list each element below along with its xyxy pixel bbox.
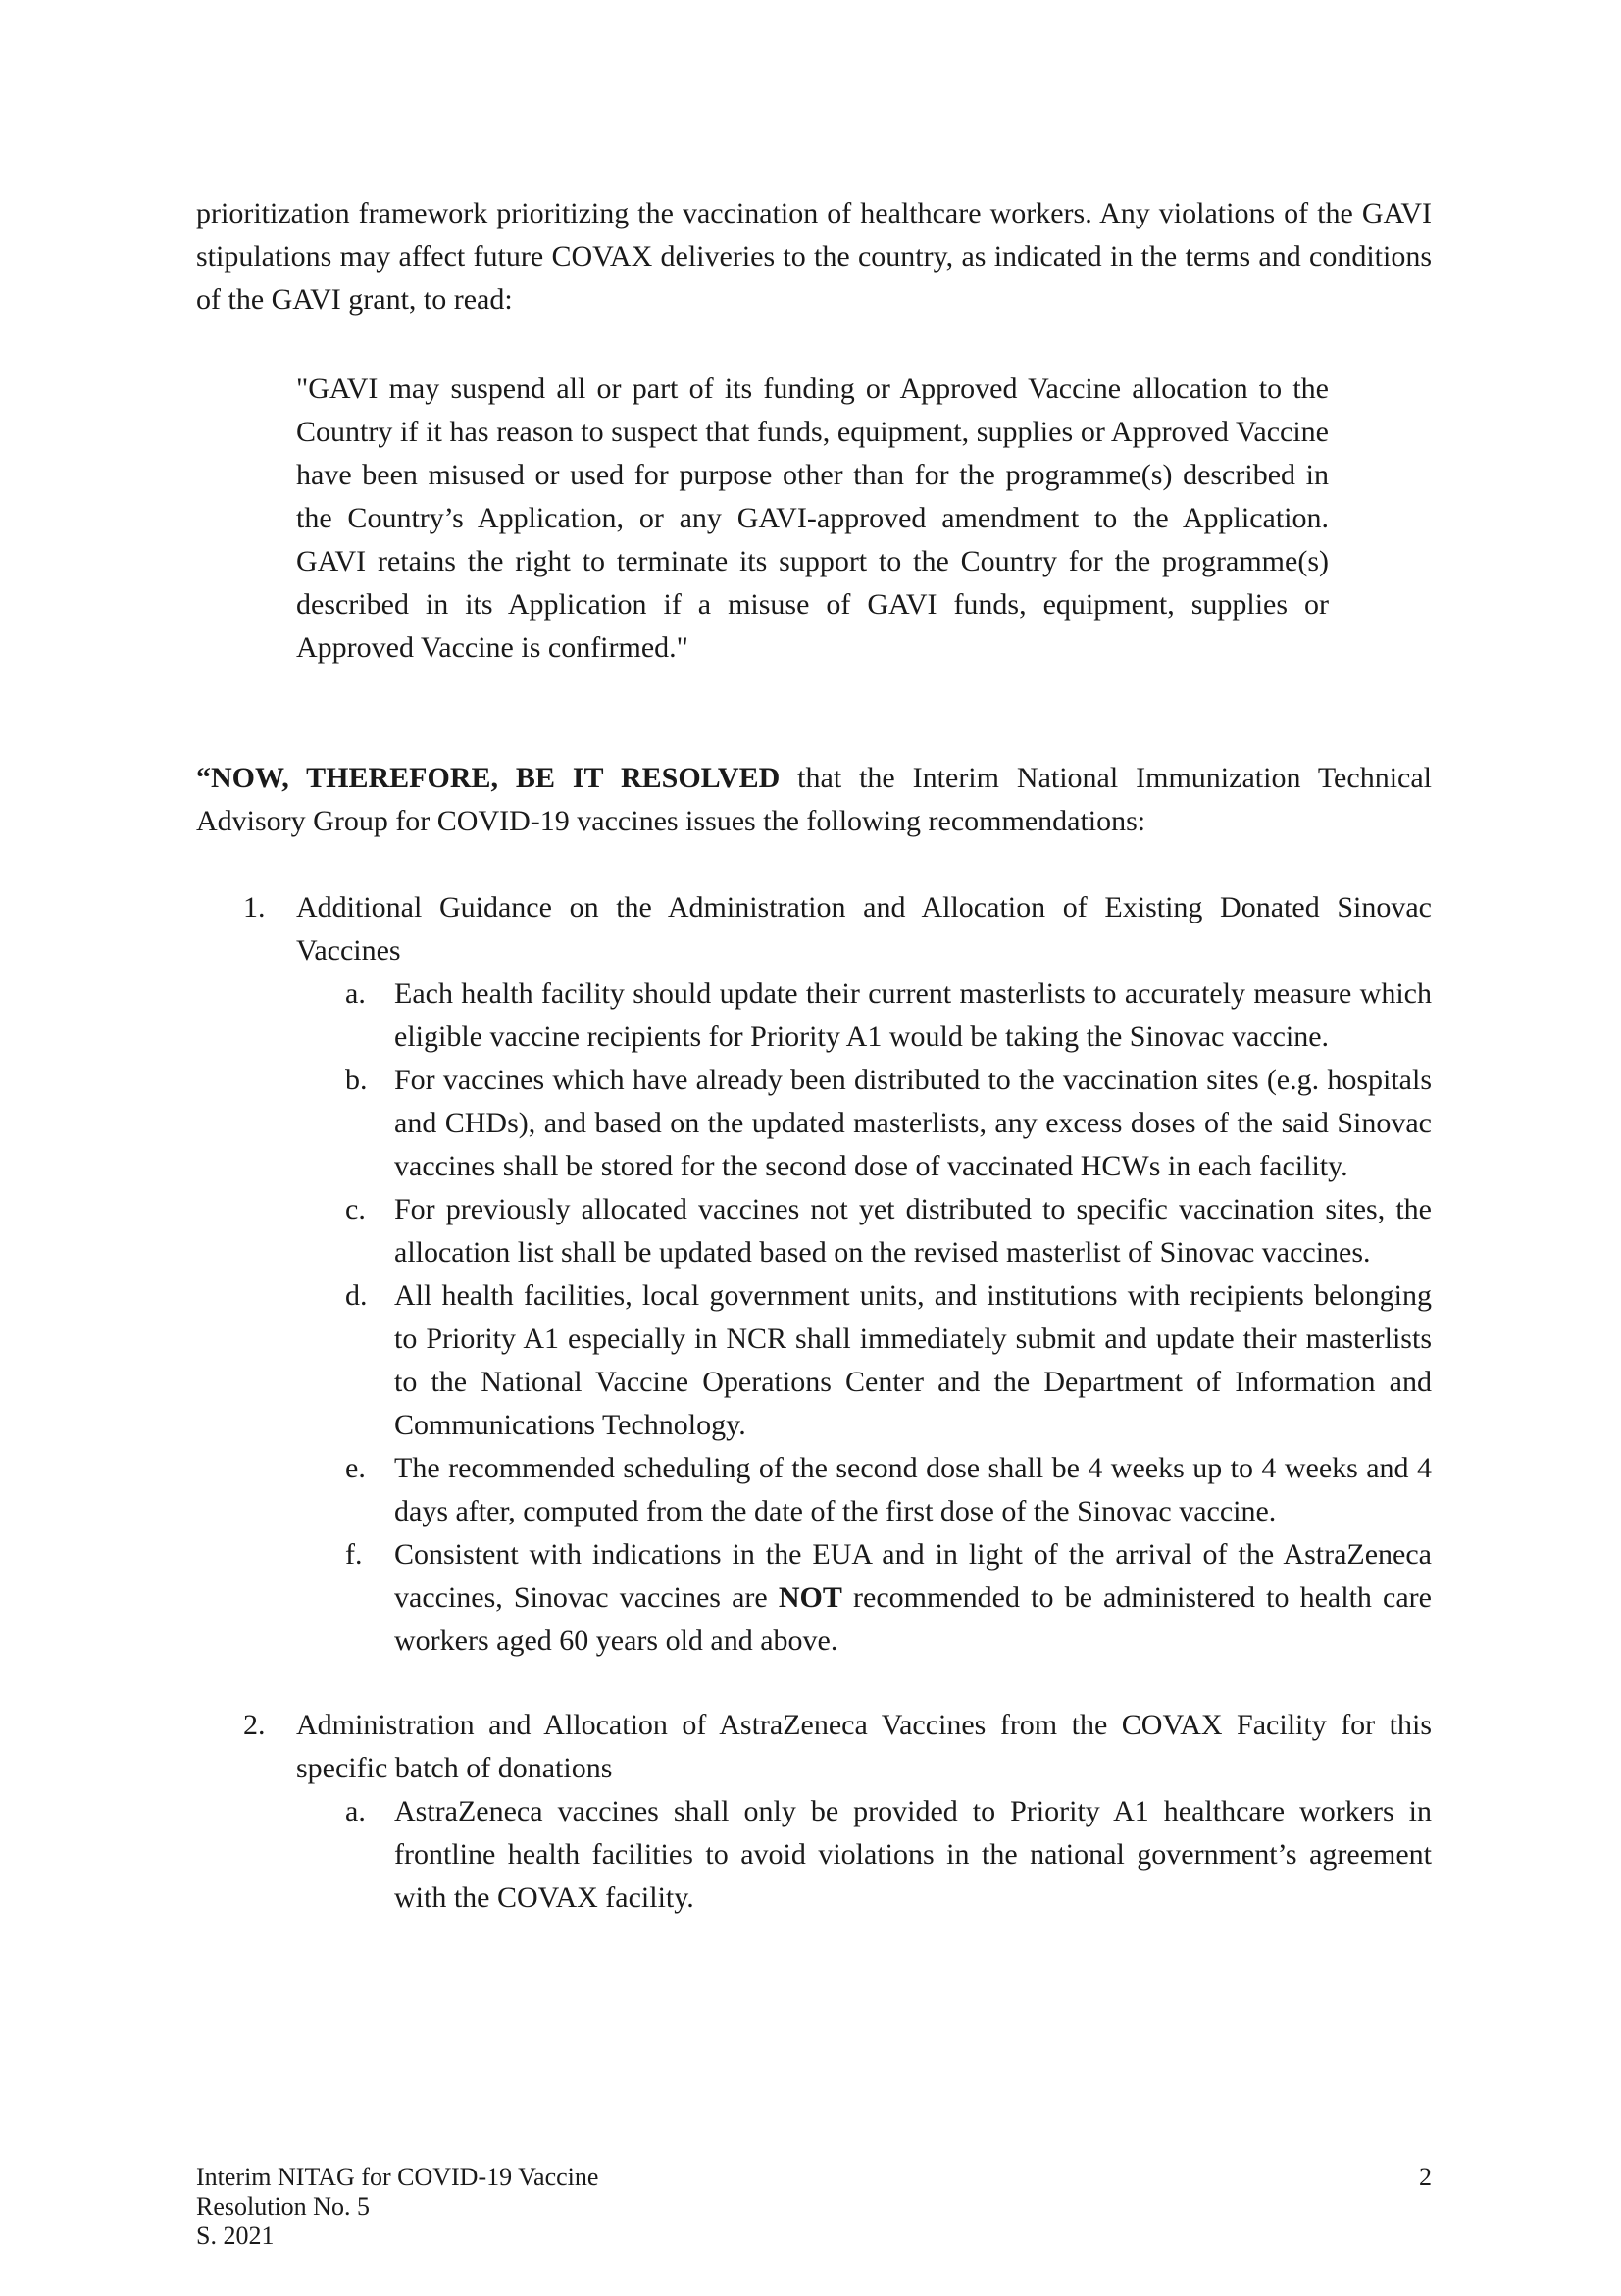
recommendation-title: Administration and Allocation of AstraZeneca Vaccines from the COVAX Facility for this specific batch of donations bbox=[296, 1709, 1432, 1784]
footer-title: Interim NITAG for COVID-19 Vaccine bbox=[196, 2163, 599, 2191]
subitem-letter: a. bbox=[345, 977, 366, 1010]
recommendation-number: 2. bbox=[243, 1709, 266, 1741]
subitem-text-before: Consistent with indications in the EUA and in light of the arrival of the AstraZeneca vaccines, Sinovac vaccines are bbox=[394, 1538, 1432, 1614]
intro-paragraph: prioritization framework prioritizing the vaccination of healthcare workers. Any violations of the GAVI stipulations may affect future COVAX deliveries to the country, as indicated in the terms and conditions of the GAVI grant, to read: bbox=[196, 197, 1432, 316]
subitem-letter: b. bbox=[345, 1064, 368, 1096]
subitem-letter: e. bbox=[345, 1452, 366, 1484]
gavi-quote: "GAVI may suspend all or part of its funding or Approved Vaccine allocation to the Country if it has reason to suspect that funds, equipment, supplies or Approved Vaccine have been misused or used for purpose other than for the programme(s) described in the Country’s Application, or any GAVI-approved amendment to the Application. GAVI retains the right to terminate its support to the Country for the programme(s) described in its Application if a misuse of GAVI funds, equipment, supplies or Approved Vaccine is confirmed." bbox=[296, 373, 1329, 664]
subitem-letter: d. bbox=[345, 1279, 368, 1312]
subitem-list bbox=[296, 1790, 1432, 1920]
subitem-letter: f. bbox=[345, 1538, 363, 1571]
page-footer bbox=[196, 2163, 1432, 2251]
resolution-statement bbox=[196, 757, 1432, 843]
recommendation-item bbox=[196, 1704, 1432, 1920]
subitem-text: AstraZeneca vaccines shall only be provided to Priority A1 healthcare workers in frontline health facilities to avoid violations in the national government’s agreement with the COVAX facility. bbox=[394, 1795, 1432, 1914]
subitem-emphasis: NOT bbox=[778, 1581, 842, 1614]
subitem bbox=[296, 1790, 1432, 1920]
footer-resolution: Resolution No. 5 bbox=[196, 2192, 370, 2221]
subitem-letter: a. bbox=[345, 1795, 366, 1827]
subitem-text-after: recommended to be administered to health care workers aged 60 years old and above. bbox=[394, 1581, 1432, 1657]
subitem bbox=[296, 1447, 1432, 1533]
resolution-lead: “NOW, THEREFORE, BE IT RESOLVED bbox=[196, 762, 781, 794]
subitem bbox=[296, 1533, 1432, 1663]
subitem-text: For vaccines which have already been distributed to the vaccination sites (e.g. hospitals and CHDs), and based on the updated masterlists, any excess doses of the said Sinovac vaccines shall be stored for the second dose of vaccinated HCWs in each facility. bbox=[394, 1064, 1432, 1182]
subitem bbox=[296, 1274, 1432, 1447]
page-number: 2 bbox=[1419, 2163, 1432, 2191]
subitem bbox=[296, 1059, 1432, 1188]
subitem-text: The recommended scheduling of the second dose shall be 4 weeks up to 4 weeks and 4 days after, computed from the date of the first dose of the Sinovac vaccine. bbox=[394, 1452, 1432, 1527]
resolution-text: that the Interim National Immunization Technical Advisory Group for COVID-19 vaccines issues the following recommendations: bbox=[196, 762, 1432, 837]
subitem-text: All health facilities, local government units, and institutions with recipients belonging to Priority A1 especially in NCR shall immediately submit and update their masterlists to the National Vaccine Operations Center and the Department of Information and Communications Technology. bbox=[394, 1279, 1432, 1441]
footer-series: S. 2021 bbox=[196, 2221, 275, 2250]
subitem-text: Each health facility should update their current masterlists to accurately measure which eligible vaccine recipients for Priority A1 would be taking the Sinovac vaccine. bbox=[394, 977, 1432, 1053]
subitem-text: For previously allocated vaccines not yet distributed to specific vaccination sites, the allocation list shall be updated based on the revised masterlist of Sinovac vaccines. bbox=[394, 1193, 1432, 1269]
subitem-letter: c. bbox=[345, 1193, 366, 1225]
subitem bbox=[296, 1188, 1432, 1274]
subitem-list bbox=[296, 973, 1432, 1663]
recommendation-title: Additional Guidance on the Administration and Allocation of Existing Donated Sinovac Vaccines bbox=[296, 891, 1432, 967]
recommendation-item bbox=[196, 886, 1432, 1663]
recommendation-number: 1. bbox=[243, 891, 266, 923]
recommendations-list bbox=[196, 886, 1432, 1920]
subitem bbox=[296, 973, 1432, 1059]
